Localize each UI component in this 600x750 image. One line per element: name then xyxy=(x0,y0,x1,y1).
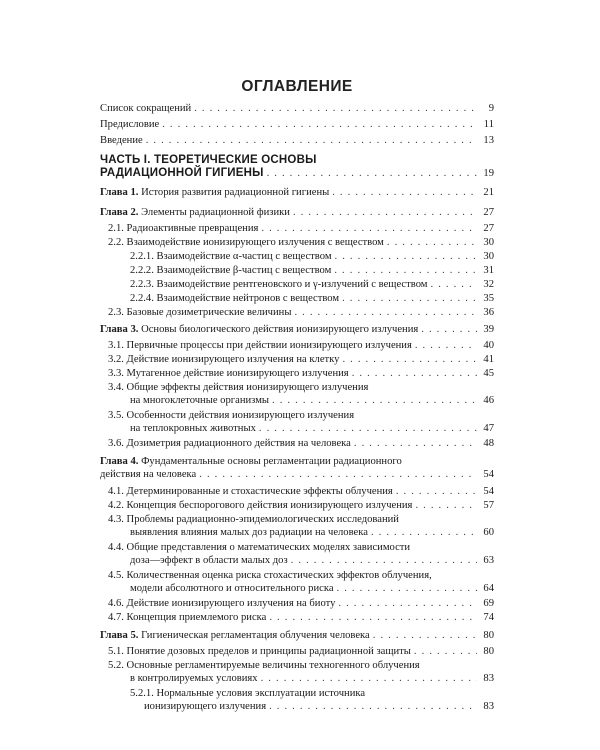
toc-entry-label: История развития радиационной гигиены xyxy=(141,187,330,198)
toc-entry-section-3-6[interactable] xyxy=(108,437,494,450)
toc-page-number: 54 xyxy=(483,469,494,480)
toc-entry-label-line1: Фундаментальные основы регламентации радиационного xyxy=(141,456,402,467)
toc-entry-section-4-4[interactable] xyxy=(108,541,494,567)
toc-entry-label-line1: 4.3. Проблемы радиационно-эпидемиологических исследований xyxy=(108,514,399,525)
toc-entry-label: Основы биологического действия ионизирующего излучения xyxy=(141,324,419,335)
toc-page-number: 40 xyxy=(483,340,494,351)
toc-entry-chapter-1[interactable] xyxy=(100,186,494,199)
toc-chapter-number: Глава 5. xyxy=(100,630,139,641)
toc-entry-section-5-2[interactable] xyxy=(108,659,494,685)
toc-entry-section-3-3[interactable] xyxy=(108,367,494,380)
toc-entry-label-line1: 3.4. Общие эффекты действия ионизирующего излучения xyxy=(108,382,369,393)
toc-entry-label: 4.2. Концепция беспорогового действия ионизирующего излучения xyxy=(108,500,413,511)
toc-page-number: 80 xyxy=(483,630,494,641)
toc-entry-section-2-1[interactable] xyxy=(108,222,494,235)
toc-entry-label: 4.6. Действие ионизирующего излучения на биоту xyxy=(108,598,336,609)
toc-page-number: 54 xyxy=(483,486,494,497)
toc-page-number: 35 xyxy=(483,293,494,304)
toc-entry-label-line2: доза—эффект в области малых доз xyxy=(130,555,288,566)
toc-entry-section-2-2[interactable] xyxy=(108,236,494,249)
toc-entry-section-3-4[interactable] xyxy=(108,381,494,407)
toc-entry-abbreviations[interactable] xyxy=(100,102,494,115)
toc-entry-chapter-4[interactable] xyxy=(100,455,494,481)
toc-entry-preface[interactable] xyxy=(100,118,494,131)
toc-page-number: 21 xyxy=(483,187,494,198)
toc-chapter-number: Глава 2. xyxy=(100,207,139,218)
toc-title: ОГЛАВЛЕНИЕ xyxy=(241,78,353,95)
toc-entry-label-line2: модели абсолютного и относительного риска xyxy=(130,583,334,594)
toc-page-number: 13 xyxy=(483,135,494,146)
toc-entry-label: Элементы радиационной физики xyxy=(141,207,290,218)
toc-entry-section-3-1[interactable] xyxy=(108,339,494,352)
toc-page-number: 83 xyxy=(483,701,494,712)
toc-entry-label: Предисловие xyxy=(100,119,160,130)
toc-entry-label-line2: выявления влияния малых доз радиации на человека xyxy=(130,527,368,538)
toc-page-number: 69 xyxy=(483,598,494,609)
toc-entry-label-line1: 5.2.1. Нормальные условия эксплуатации источника xyxy=(130,688,366,699)
toc-entry-introduction[interactable] xyxy=(100,134,494,147)
toc-entry-label-line1: 4.4. Общие представления о математических моделях зависимости xyxy=(108,542,411,553)
toc-page-number: 46 xyxy=(483,395,494,406)
toc-entry-part-1[interactable] xyxy=(100,153,494,180)
toc-entry-section-4-1[interactable] xyxy=(108,485,494,498)
toc-chapter-number: Глава 1. xyxy=(100,187,139,198)
toc-page-number: 63 xyxy=(483,555,494,566)
toc-page-number: 39 xyxy=(483,324,494,335)
toc-entry-label-line2: действия на человека xyxy=(100,469,197,480)
toc-entry-label-line1: 3.5. Особенности действия ионизирующего излучения xyxy=(108,410,355,421)
toc-entry-section-4-2[interactable] xyxy=(108,499,494,512)
toc-page-number: 57 xyxy=(483,500,494,511)
toc-entry-section-5-1[interactable] xyxy=(108,645,494,658)
toc-page-number: 80 xyxy=(483,646,494,657)
toc-entry-section-2-2-1[interactable] xyxy=(130,250,494,263)
toc-entry-label: 2.2.3. Взаимодействие рентгеновского и γ-излучений с веществом xyxy=(130,279,428,290)
toc-entry-section-2-2-2[interactable] xyxy=(130,264,494,277)
toc-entry-label: 3.6. Дозиметрия радиационного действия на человека xyxy=(108,438,351,449)
toc-entry-label: 4.7. Концепция приемлемого риска xyxy=(108,612,267,623)
toc-page-number: 74 xyxy=(483,612,494,623)
toc-entry-label: Введение xyxy=(100,135,143,146)
toc-entry-chapter-5[interactable] xyxy=(100,629,494,642)
toc-chapter-number: Глава 3. xyxy=(100,324,139,335)
toc-page-number: 19 xyxy=(483,168,494,179)
toc-entry-label-line1: 4.5. Количественная оценка риска стохастических эффектов облучения, xyxy=(108,570,432,581)
toc-page xyxy=(100,0,494,750)
toc-entry-section-4-5[interactable] xyxy=(108,569,494,595)
toc-entry-label: 2.1. Радиоактивные превращения xyxy=(108,223,259,234)
toc-entry-section-2-2-3[interactable] xyxy=(130,278,494,291)
toc-page-number: 83 xyxy=(483,673,494,684)
toc-entry-label: 2.3. Базовые дозиметрические величины xyxy=(108,307,292,318)
toc-entry-label-line1: 5.2. Основные регламентируемые величины техногенного облучения xyxy=(108,660,420,671)
toc-entry-section-4-7[interactable] xyxy=(108,611,494,624)
toc-entry-section-2-2-4[interactable] xyxy=(130,292,494,305)
toc-entry-label: Гигиеническая регламентация облучения человека xyxy=(141,630,370,641)
toc-entry-label-line2: на многоклеточные организмы xyxy=(130,395,270,406)
toc-entry-label-line2: ионизирующего излучения xyxy=(144,701,267,712)
toc-entry-label-line2: на теплокровных животных xyxy=(130,423,256,434)
toc-entry-label: 4.1. Детерминированные и стохастические эффекты облучения xyxy=(108,486,393,497)
toc-page-number: 47 xyxy=(483,423,494,434)
toc-page-number: 11 xyxy=(483,119,494,130)
toc-entry-label: 3.1. Первичные процессы при действии ионизирующего излучения xyxy=(108,340,412,351)
toc-page-number: 60 xyxy=(483,527,494,538)
toc-entry-label: 2.2. Взаимодействие ионизирующего излучения с веществом xyxy=(108,237,384,248)
toc-entry-chapter-3[interactable] xyxy=(100,323,494,336)
toc-page-number: 30 xyxy=(483,251,494,262)
toc-page-number: 30 xyxy=(483,237,494,248)
toc-page-number: 9 xyxy=(488,103,494,114)
toc-page-number: 27 xyxy=(483,207,494,218)
toc-entry-label: 3.2. Действие ионизирующего излучения на клетку xyxy=(108,354,340,365)
toc-entry-section-4-6[interactable] xyxy=(108,597,494,610)
toc-page-number: 36 xyxy=(483,307,494,318)
toc-page-number: 64 xyxy=(483,583,494,594)
toc-entry-label: 2.2.2. Взаимодействие β-частиц с веществом xyxy=(130,265,332,276)
toc-page-number: 45 xyxy=(483,368,494,379)
toc-entry-label: 3.3. Мутагенное действие ионизирующего излучения xyxy=(108,368,349,379)
toc-chapter-number: Глава 4. xyxy=(100,456,139,467)
toc-entry-label: 5.1. Понятие дозовых пределов и принципы радиационной защиты xyxy=(108,646,411,657)
toc-entry-section-4-3[interactable] xyxy=(108,513,494,539)
toc-entry-section-3-5[interactable] xyxy=(108,409,494,435)
toc-page-number: 31 xyxy=(483,265,494,276)
toc-page-number: 48 xyxy=(483,438,494,449)
toc-entry-label: 2.2.1. Взаимодействие α-частиц с веществом xyxy=(130,251,332,262)
toc-entry-label: Список сокращений xyxy=(100,103,192,114)
toc-entry-section-3-2[interactable] xyxy=(108,353,494,366)
toc-entry-section-2-3[interactable] xyxy=(108,306,494,319)
toc-page-number: 41 xyxy=(483,354,494,365)
toc-entry-label-line2: в контролируемых условиях xyxy=(130,673,258,684)
toc-page-number: 27 xyxy=(483,223,494,234)
toc-entry-label: 2.2.4. Взаимодействие нейтронов с веществом xyxy=(130,293,340,304)
toc-entry-label-line2: РАДИАЦИОННОЙ ГИГИЕНЫ xyxy=(100,167,264,179)
toc-entry-chapter-2[interactable] xyxy=(100,206,494,219)
toc-entry-label-line1: ЧАСТЬ I. ТЕОРЕТИЧЕСКИЕ ОСНОВЫ xyxy=(100,154,317,166)
toc-entry-section-5-2-1[interactable] xyxy=(130,687,494,713)
toc-page-number: 32 xyxy=(483,279,494,290)
